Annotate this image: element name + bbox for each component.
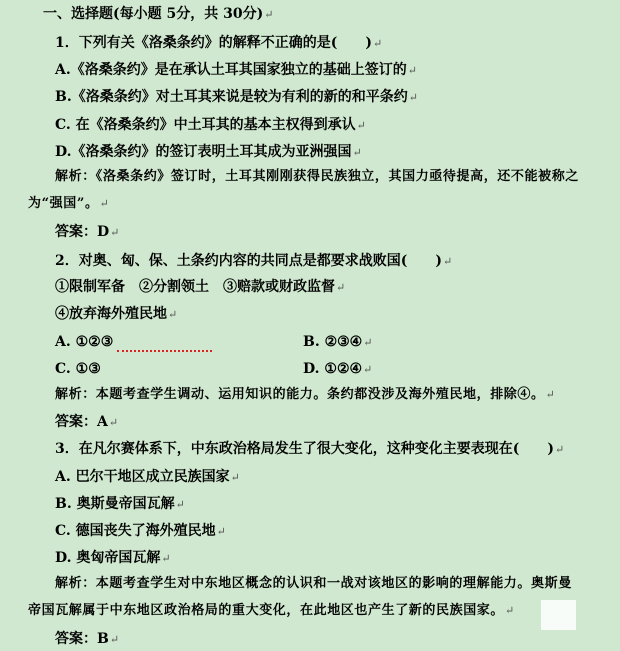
question-2-answer: 答案：A↵: [55, 414, 119, 430]
section-title: 一、选择题(每小题 5分，共 30分)↵: [43, 6, 274, 22]
question-2-option-a: A. ①②③: [55, 332, 212, 352]
question-3-stem: 3．在凡尔赛体系下，中东政治格局发生了很大变化，这种变化主要表现在( )↵: [55, 441, 565, 457]
question-1-analysis-line-1: 解析：《洛桑条约》签订时，土耳其刚刚获得民族独立，其国力亟待提高，还不能被称之: [55, 169, 579, 184]
question-2-option-c: C. ①③: [55, 361, 101, 377]
question-2-option-d: D. ①②④↵: [303, 361, 373, 377]
watermark-patch: [541, 600, 576, 630]
question-3-option-b: B. 奥斯曼帝国瓦解↵: [55, 496, 185, 512]
question-1-analysis-line-2: 为“强国”。↵: [28, 196, 110, 211]
question-2-analysis: 解析：本题考查学生调动、运用知识的能力。条约都没涉及海外殖民地，排除④。↵: [55, 387, 556, 402]
question-1-option-b: B.《洛桑条约》对土耳其来说是较为有利的新的和平条约↵: [55, 89, 418, 105]
question-1-stem: 1．下列有关《洛桑条约》的解释不正确的是( )↵: [55, 35, 383, 51]
spellcheck-underline: [117, 346, 212, 352]
question-3-analysis-line-1: 解析：本题考查学生对中东地区概念的认识和一战对该地区的影响的理解能力。奥斯曼: [55, 576, 572, 591]
question-2-items-line-1: ①限制军备 ②分割领土 ③赔款或财政监督↵: [55, 279, 346, 295]
question-3-option-d: D. 奥匈帝国瓦解↵: [55, 550, 171, 566]
question-2-items-line-2: ④放弃海外殖民地↵: [55, 306, 178, 322]
question-3-answer: 答案：B↵: [55, 631, 120, 647]
question-1-option-c: C. 在《洛桑条约》中土耳其的基本主权得到承认↵: [55, 117, 366, 133]
question-3-analysis-line-2: 帝国瓦解属于中东地区政治格局的重大变化，在此地区也产生了新的民族国家。↵: [28, 603, 515, 618]
question-3-option-c: C. 德国丧失了海外殖民地↵: [55, 523, 226, 539]
question-2-option-b: B. ②③④↵: [303, 334, 373, 350]
question-1-answer: 答案：D↵: [55, 224, 120, 240]
question-1-option-d: D.《洛桑条约》的签订表明土耳其成为亚洲强国↵: [55, 144, 362, 160]
question-3-option-a: A. 巴尔干地区成立民族国家↵: [55, 469, 240, 485]
question-1-option-a: A.《洛桑条约》是在承认土耳其国家独立的基础上签订的↵: [55, 62, 417, 78]
question-2-stem: 2．对奥、匈、保、土条约内容的共同点是都要求战败国( )↵: [55, 253, 453, 269]
